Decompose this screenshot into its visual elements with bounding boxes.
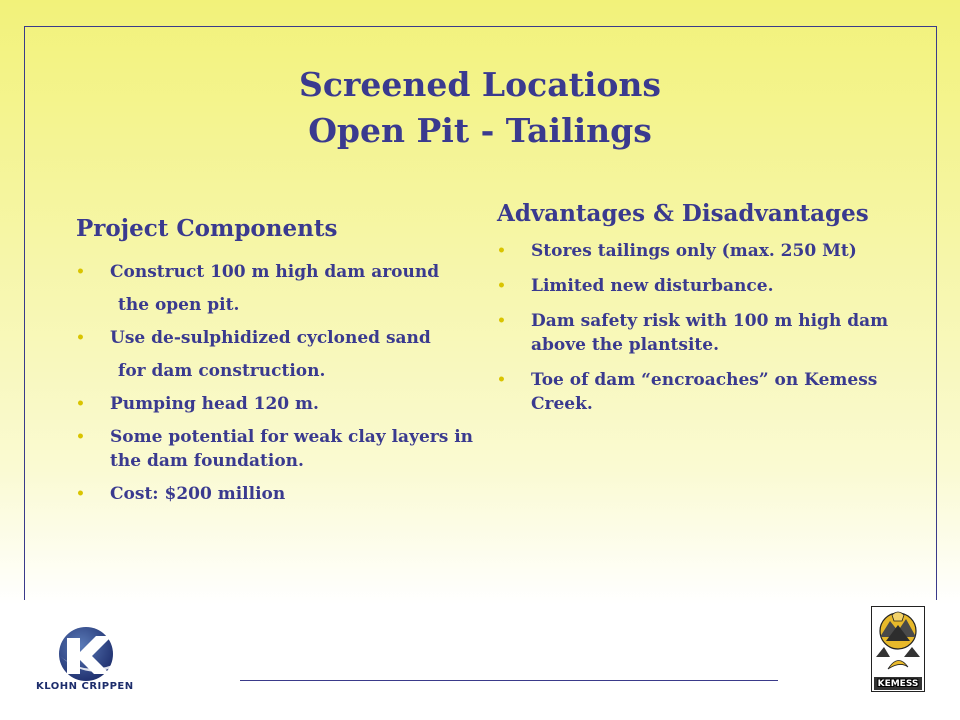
list-item [497,309,927,357]
list-item-continuation [76,359,486,383]
project-components-list [76,260,486,506]
list-item [76,425,486,473]
list-item [76,392,486,416]
bullet-icon: • [497,243,506,259]
advantages-list [497,239,927,416]
list-item-text: Stores tailings only (max. 250 Mt) [531,241,857,261]
bullet-icon: • [76,486,85,502]
footer-divider [240,680,778,681]
list-item-text: Construct 100 m high dam around [110,262,440,282]
list-item [497,239,927,263]
bullet-icon: • [497,313,506,329]
list-item-text: Toe of dam “encroaches” on Kemess Creek. [531,370,878,414]
bullet-icon: • [76,330,85,346]
list-item-text: for dam construction. [118,361,326,381]
advantages-heading: Advantages & Disadvantages [497,200,869,227]
project-components-heading: Project Components [76,215,338,242]
bullet-icon: • [76,396,85,412]
bullet-icon: • [497,278,506,294]
list-item [76,326,486,350]
list-item [497,274,927,298]
list-item-text: Use de-sulphidized cycloned sand [110,328,431,348]
bullet-icon: • [497,372,506,388]
slide-frame-top [24,26,936,27]
list-item-text: the open pit. [118,295,240,315]
project-components-section [76,214,486,515]
slide-title-line2: Open Pit - Tailings [308,111,652,150]
list-item-text: Pumping head 120 m. [110,394,319,414]
list-item-continuation [76,293,486,317]
list-item-text: Dam safety risk with 100 m high dam above the plantsite. [531,311,889,355]
slide-title [0,62,960,154]
list-item [497,368,927,416]
kemess-logo-text: KEMESS [877,679,919,689]
bullet-icon: • [76,429,85,445]
list-item-text: Cost: $200 million [110,484,286,504]
advantages-section [497,199,927,427]
list-item [76,482,486,506]
list-item-text: Limited new disturbance. [531,276,774,296]
klohn-crippen-logo-text: KLOHN CRIPPEN [36,681,134,692]
kemess-logo [871,606,925,692]
list-item-text: Some potential for weak clay layers in the dam foundation. [110,427,474,471]
bullet-icon: • [76,264,85,280]
slide-title-line1: Screened Locations [299,65,661,104]
list-item [76,260,486,284]
